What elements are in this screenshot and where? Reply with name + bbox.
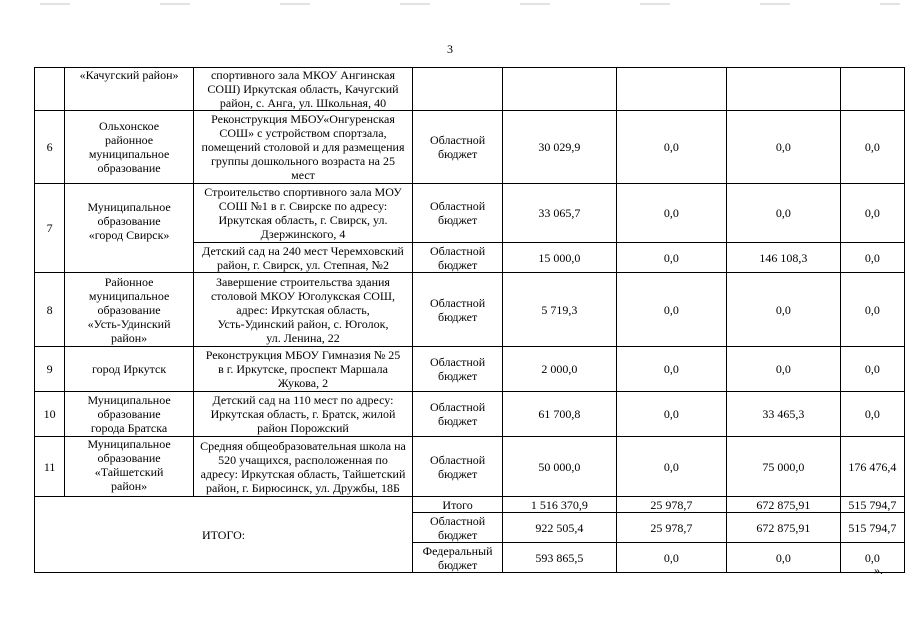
value-cell: 0,0 bbox=[840, 543, 904, 573]
scan-artifact bbox=[40, 3, 900, 5]
value-cell: 2 000,0 bbox=[503, 347, 616, 392]
budget-table bbox=[34, 67, 905, 573]
value-cell: 146 108,3 bbox=[727, 243, 841, 273]
value-cell: 0,0 bbox=[616, 243, 727, 273]
table-row bbox=[35, 68, 905, 111]
municipality-cell: «Качугский район» bbox=[65, 68, 194, 111]
row-number bbox=[35, 68, 65, 111]
object-cell: спортивного зала МКОУ Ангинская СОШ) Иркутская область, Качугский район, с. Анга, ул. Школьная, 40 bbox=[193, 68, 412, 111]
value-cell: 0,0 bbox=[727, 543, 841, 573]
source-cell: Областной бюджет bbox=[413, 243, 503, 273]
row-number: 7 bbox=[35, 184, 65, 273]
value-cell: 0,0 bbox=[840, 111, 904, 184]
value-cell: 593 865,5 bbox=[503, 543, 616, 573]
row-number: 8 bbox=[35, 273, 65, 347]
value-cell bbox=[727, 68, 841, 111]
municipality-cell: Районное муниципальное образование «Усть-Удинский район» bbox=[65, 273, 194, 347]
value-cell: 25 978,7 bbox=[616, 497, 727, 513]
value-cell: 5 719,3 bbox=[503, 273, 616, 347]
value-cell: 33 465,3 bbox=[727, 392, 841, 437]
value-cell: 50 000,0 bbox=[503, 437, 616, 497]
object-cell: Строительство спортивного зала МОУ СОШ №1 в г. Свирске по адресу: Иркутская область, г. Свирск, ул. Дзержинского, 4 bbox=[193, 184, 412, 243]
object-cell: Детский сад на 110 мест по адресу: Иркутская область, г. Братск, жилой район Порожский bbox=[193, 392, 412, 437]
municipality-cell: Муниципальное образование города Братска bbox=[65, 392, 194, 437]
row-number: 6 bbox=[35, 111, 65, 184]
object-cell: Средняя общеобразовательная школа на 520 учащихся, расположенная по адресу: Иркутская область, Тайшетский район, г. Бирюсинск, ул. Дружбы, 18Б bbox=[193, 437, 412, 497]
value-cell: 30 029,9 bbox=[503, 111, 616, 184]
value-cell: 0,0 bbox=[616, 392, 727, 437]
value-cell: 0,0 bbox=[616, 111, 727, 184]
source-cell: Областной бюджет bbox=[413, 392, 503, 437]
totals-label: ИТОГО: bbox=[35, 497, 413, 573]
row-number: 9 bbox=[35, 347, 65, 392]
page-number: 3 bbox=[447, 42, 453, 56]
value-cell: 0,0 bbox=[727, 273, 841, 347]
municipality-cell: Муниципальное образование «Тайшетский район» bbox=[65, 437, 194, 497]
source-cell: Областной бюджет bbox=[413, 111, 503, 184]
object-cell: Завершение строительства здания столовой МКОУ Юголукская СОШ, адрес: Иркутская область, Усть-Удинский район, с. Юголок, ул. Ленина, 22 bbox=[193, 273, 412, 347]
source-cell: Федеральный бюджет bbox=[413, 543, 503, 573]
value-cell: 515 794,7 bbox=[840, 513, 904, 543]
value-cell: 25 978,7 bbox=[616, 513, 727, 543]
value-cell bbox=[616, 68, 727, 111]
value-cell: 33 065,7 bbox=[503, 184, 616, 243]
value-cell: 0,0 bbox=[840, 273, 904, 347]
value-cell: 0,0 bbox=[840, 392, 904, 437]
totals-row bbox=[35, 497, 905, 513]
table-row bbox=[35, 392, 905, 437]
value-cell: 15 000,0 bbox=[503, 243, 616, 273]
value-cell: 1 516 370,9 bbox=[503, 497, 616, 513]
row-number: 10 bbox=[35, 392, 65, 437]
source-cell: Областной бюджет bbox=[413, 347, 503, 392]
value-cell bbox=[503, 68, 616, 111]
source-cell: Областной бюджет bbox=[413, 184, 503, 243]
source-cell: Областной бюджет bbox=[413, 513, 503, 543]
value-cell: 0,0 bbox=[727, 111, 841, 184]
row-number: 11 bbox=[35, 437, 65, 497]
value-cell: 61 700,8 bbox=[503, 392, 616, 437]
value-cell: 75 000,0 bbox=[727, 437, 841, 497]
object-cell: Детский сад на 240 мест Черемховский район, г. Свирск, ул. Степная, №2 bbox=[193, 243, 412, 273]
source-cell bbox=[413, 68, 503, 111]
value-cell: 0,0 bbox=[727, 347, 841, 392]
value-cell: 922 505,4 bbox=[503, 513, 616, 543]
value-cell: 0,0 bbox=[616, 184, 727, 243]
table-row bbox=[35, 273, 905, 347]
value-cell: 0,0 bbox=[840, 347, 904, 392]
source-cell: Областной бюджет bbox=[413, 437, 503, 497]
closing-quote: ». bbox=[874, 563, 883, 577]
table-row bbox=[35, 437, 905, 497]
table-row bbox=[35, 347, 905, 392]
value-cell: 0,0 bbox=[840, 243, 904, 273]
value-cell: 0,0 bbox=[727, 184, 841, 243]
municipality-cell: Муниципальное образование «город Свирск» bbox=[65, 184, 194, 273]
value-cell: 0,0 bbox=[616, 273, 727, 347]
value-cell bbox=[840, 68, 904, 111]
value-cell: 515 794,7 bbox=[840, 497, 904, 513]
value-cell: 672 875,91 bbox=[727, 513, 841, 543]
municipality-cell: город Иркутск bbox=[65, 347, 194, 392]
value-cell: 176 476,4 bbox=[840, 437, 904, 497]
table-row bbox=[35, 184, 905, 243]
value-cell: 0,0 bbox=[616, 543, 727, 573]
value-cell: 0,0 bbox=[616, 437, 727, 497]
table-row bbox=[35, 111, 905, 184]
source-cell: Областной бюджет bbox=[413, 273, 503, 347]
value-cell: 672 875,91 bbox=[727, 497, 841, 513]
source-cell: Итого bbox=[413, 497, 503, 513]
object-cell: Реконструкция МБОУ Гимназия № 25 в г. Иркутске, проспект Маршала Жукова, 2 bbox=[193, 347, 412, 392]
object-cell: Реконструкция МБОУ«Онгуренская СОШ» с устройством спортзала, помещений столовой и для размещения группы дошкольного возраста на 25 мест bbox=[193, 111, 412, 184]
municipality-cell: Ольхонское районное муниципальное образование bbox=[65, 111, 194, 184]
value-cell: 0,0 bbox=[616, 347, 727, 392]
value-cell: 0,0 bbox=[840, 184, 904, 243]
